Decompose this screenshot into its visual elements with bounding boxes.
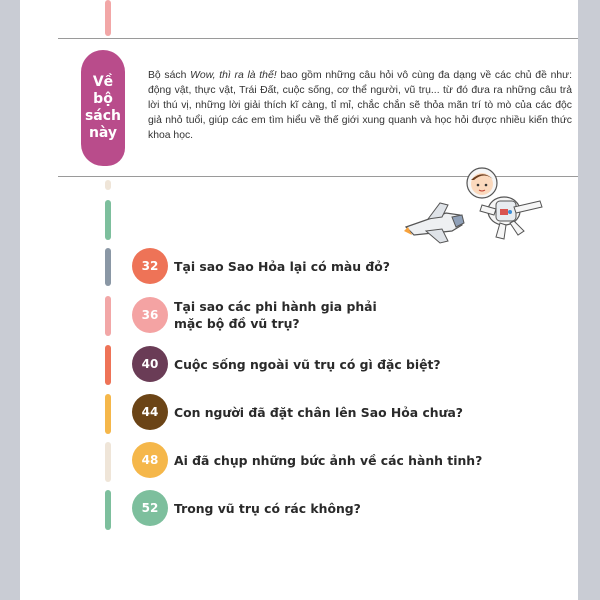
book-page xyxy=(20,0,578,600)
divider-top xyxy=(58,38,578,39)
stripe-decoration xyxy=(105,200,111,240)
intro-text: Bộ sách xyxy=(148,70,191,81)
toc-entry[interactable] xyxy=(132,248,390,284)
badge-word: bộ xyxy=(93,91,113,107)
stripe-decoration xyxy=(105,490,111,530)
space-shuttle-icon xyxy=(404,203,464,243)
toc-title: Tại sao Sao Hỏa lại có màu đỏ? xyxy=(174,258,390,274)
page-number-badge: 44 xyxy=(132,394,168,430)
stripe-decoration xyxy=(105,248,111,286)
intro-paragraph xyxy=(148,68,572,143)
stripe-decoration xyxy=(105,296,111,336)
stripe-decoration xyxy=(105,180,111,190)
astronaut-icon xyxy=(467,168,542,239)
intro-text: bao gồm những câu hỏi vô cùng đa dạng về các chủ đề như: động vật, thực vật, Trái Đất, cuộc sống, cơ thể người, vũ trụ... từ đó đưa ra những câu trả lời thú vị, những lời giải thích kĩ càng, tỉ mỉ, chắc chắn sẽ thỏa mãn trí tò mò của các độc giả nhỏ tuổi, giúp các em tìm hiểu về thế giới xung quanh và học hỏi được nhiều kiến thức khoa học. xyxy=(148,70,572,141)
toc-entry[interactable] xyxy=(132,394,463,430)
toc-title: Cuộc sống ngoài vũ trụ có gì đặc biệt? xyxy=(174,356,441,372)
page-number-badge: 52 xyxy=(132,490,168,526)
about-book-badge xyxy=(81,50,125,166)
toc-entry[interactable] xyxy=(132,346,441,382)
toc-entry[interactable] xyxy=(132,297,377,333)
page-number-badge: 36 xyxy=(132,297,168,333)
badge-word: này xyxy=(88,125,118,141)
stripe-decoration xyxy=(105,394,111,434)
toc-title: Ai đã chụp những bức ảnh về các hành tinh? xyxy=(174,452,483,468)
stripe-decoration xyxy=(105,0,111,36)
toc-title: Trong vũ trụ có rác không? xyxy=(174,500,361,516)
toc-entry[interactable] xyxy=(132,442,482,478)
book-title: Wow, thì ra là thế! xyxy=(190,70,277,81)
toc-title: Con người đã đặt chân lên Sao Hỏa chưa? xyxy=(174,404,463,420)
page-number-badge: 40 xyxy=(132,346,168,382)
toc-title: Tại sao các phi hành gia phải mặc bộ đồ vũ trụ? xyxy=(174,299,377,331)
astronaut-shuttle-illustration xyxy=(400,165,560,255)
toc-entry[interactable] xyxy=(132,490,361,526)
stripe-decoration xyxy=(105,442,111,482)
badge-word: Về xyxy=(92,74,114,90)
page-number-badge: 48 xyxy=(132,442,168,478)
page-number-badge: 32 xyxy=(132,248,168,284)
badge-word: sách xyxy=(84,108,122,124)
stripe-decoration xyxy=(105,345,111,385)
